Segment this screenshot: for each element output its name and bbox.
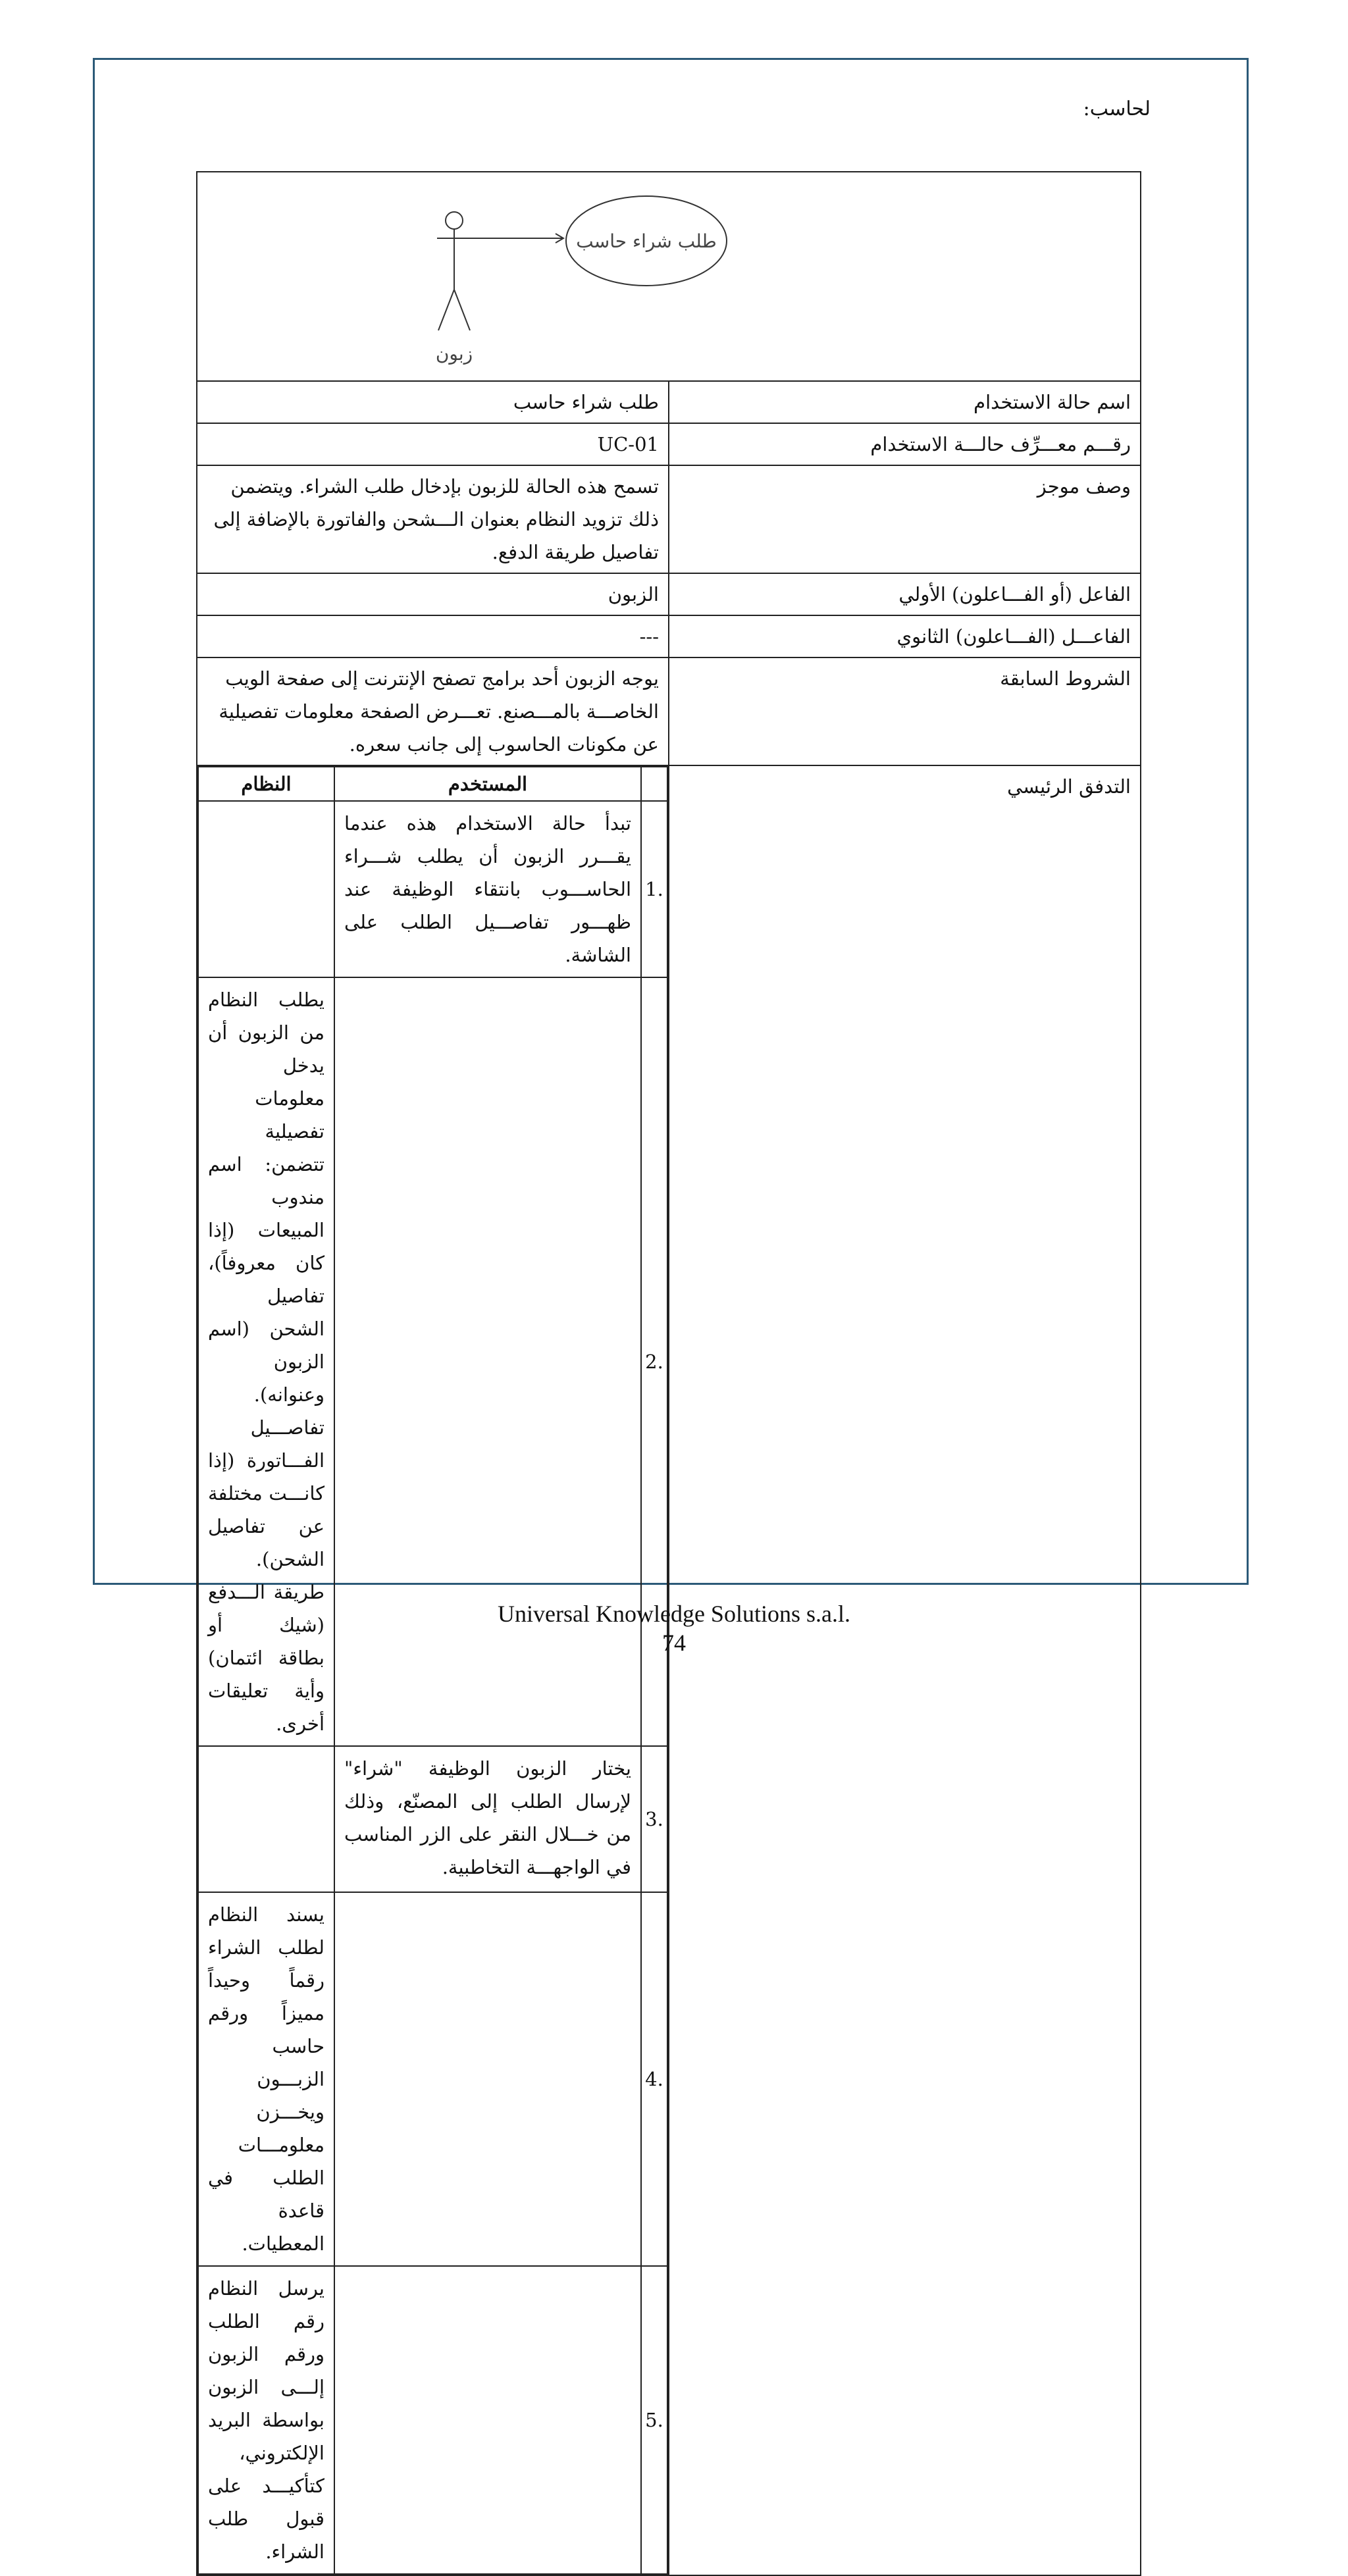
flow-step-row bbox=[198, 1892, 667, 2266]
actor-label: زبون bbox=[435, 343, 473, 365]
row-label: رقـــم معـــرِّف حالـــة الاستخدام bbox=[669, 423, 1141, 465]
row-label: الفاعل (أو الفـــاعلون) الأولي bbox=[669, 573, 1141, 615]
step-user-action: يختار الزبون الوظيفة "شراء" لإرسال الطلب إلى المصنّع، وذلك من خـــلال النقر على الزر المناسب في الواجهـــة التخاطبية. bbox=[334, 1746, 641, 1892]
use-case-diagram bbox=[197, 172, 1140, 383]
footer-page-number: 74 bbox=[662, 1630, 686, 1656]
table-row bbox=[197, 381, 1141, 423]
actor-left-leg bbox=[438, 290, 454, 330]
table-row-main-flow bbox=[197, 765, 1141, 2575]
step-number: .4 bbox=[641, 1892, 667, 2266]
row-label: الشروط السابقة bbox=[669, 657, 1141, 765]
flow-step-row bbox=[198, 801, 667, 977]
main-flow-label: التدفق الرئيسي bbox=[669, 765, 1141, 2575]
actor-right-leg bbox=[454, 290, 470, 330]
table-row bbox=[197, 465, 1141, 573]
step-system-action: يطلب النظام من الزبون أن يدخل معلومات تفصيلية تتضمن: اسم مندوب المبيعات (إذا كان معروفاً)، تفاصيل الشحن (اسم الزبون وعنوانه). تفاصـــيل الفـــاتورة (إذا كانـــت مختلفة عن تفاصيل الشحن). طريقة الـــدفع (شيك أو بطاقة ائتمان) وأية تعليقات أخرى. bbox=[198, 977, 334, 1746]
use-case-label: طلب شراء حاسب bbox=[576, 230, 717, 252]
row-value: UC-01 bbox=[197, 423, 669, 465]
row-label: الفاعـــل (الفـــاعلون) الثانوي bbox=[669, 615, 1141, 657]
step-number: .3 bbox=[641, 1746, 667, 1892]
footer-company: Universal Knowledge Solutions s.a.l. bbox=[498, 1601, 850, 1627]
row-value: تسمح هذه الحالة للزبون بإدخال طلب الشراء. ويتضمن ذلك تزويد النظام بعنوان الـــشحن والفاتورة بالإضافة إلى تفاصيل طريقة الدفع. bbox=[197, 465, 669, 573]
row-label: وصف موجز bbox=[669, 465, 1141, 573]
step-system-action bbox=[198, 1746, 334, 1892]
row-value: طلب شراء حاسب bbox=[197, 381, 669, 423]
table-row bbox=[197, 615, 1141, 657]
step-user-action bbox=[334, 2266, 641, 2574]
step-number: .2 bbox=[641, 977, 667, 1746]
step-number: .1 bbox=[641, 801, 667, 977]
row-label: اسم حالة الاستخدام bbox=[669, 381, 1141, 423]
flow-header-row bbox=[198, 767, 667, 801]
step-number: .5 bbox=[641, 2266, 667, 2574]
step-system-action: يرسل النظام رقم الطلب ورقم الزبون إلـــى الزبون بواسطة البريد الإلكتروني، كتأكيـــد على قبول طلب الشراء. bbox=[198, 2266, 334, 2574]
flow-header-system: النظام bbox=[198, 767, 334, 801]
main-flow-cell bbox=[197, 765, 669, 2575]
step-user-action: تبدأ حالة الاستخدام هذه عندما يقـــرر الزبون أن يطلب شـــراء الحاســـوب بانتقاء الوظيفة عند ظهـــور تفاصـــيل الطلب على الشاشة. bbox=[334, 801, 641, 977]
table-row bbox=[197, 657, 1141, 765]
use-case-diagram-cell bbox=[197, 172, 1141, 381]
main-flow-table bbox=[197, 766, 668, 2575]
section-heading: لحاسب: bbox=[1083, 97, 1151, 120]
flow-header-num bbox=[641, 767, 667, 801]
row-value: --- bbox=[197, 615, 669, 657]
step-user-action bbox=[334, 1892, 641, 2266]
table-row bbox=[197, 423, 1141, 465]
flow-header-user: المستخدم bbox=[334, 767, 641, 801]
table-row bbox=[197, 573, 1141, 615]
flow-step-row bbox=[198, 1746, 667, 1892]
row-value: الزبون bbox=[197, 573, 669, 615]
step-system-action: يسند النظام لطلب الشراء رقماً وحيداً مميزاً ورقم حاسب الزبـــون ويخـــزن معلومـــات الطلب في قاعدة المعطيات. bbox=[198, 1892, 334, 2266]
actor-head bbox=[446, 212, 463, 229]
flow-step-row bbox=[198, 2266, 667, 2574]
use-case-table bbox=[196, 171, 1141, 2576]
row-value: يوجه الزبون أحد برامج تصفح الإنترنت إلى صفحة الويب الخاصـــة بالمـــصنع. تعـــرض الصفحة معلومات تفصيلية عن مكونات الحاسوب إلى جانب سعره. bbox=[197, 657, 669, 765]
page-footer bbox=[0, 1599, 1348, 1657]
step-system-action bbox=[198, 801, 334, 977]
